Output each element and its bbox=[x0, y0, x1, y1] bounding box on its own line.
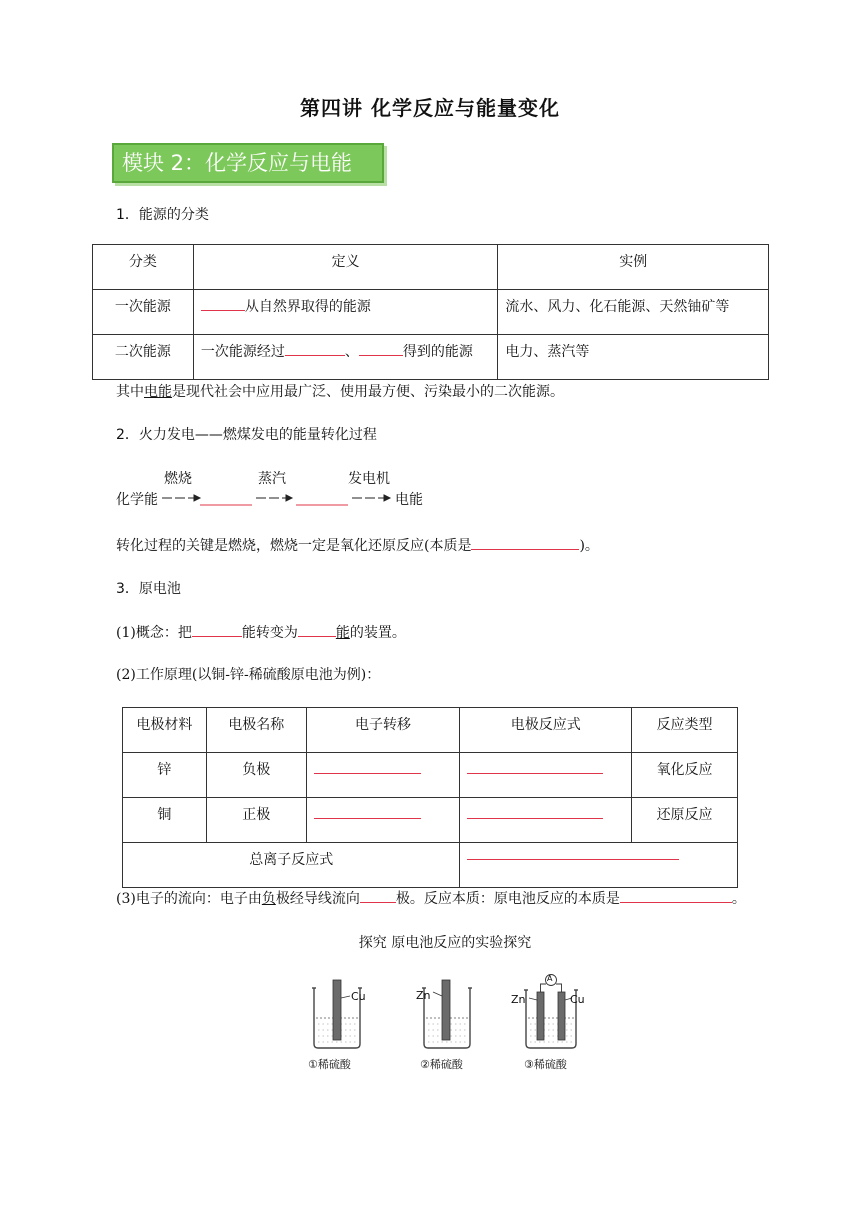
fill-blank[interactable] bbox=[360, 889, 396, 903]
beaker-3-figure bbox=[516, 972, 592, 1050]
electron-flow-line: (3)电子的流向：电子由负极经导线流向 极。反应本质：原电池反应的本质是 。 bbox=[116, 891, 746, 907]
arrow-head bbox=[194, 495, 200, 501]
cell-copper: 铜 bbox=[123, 798, 207, 843]
header-reaction-type: 反应类型 bbox=[632, 708, 738, 753]
fill-blank[interactable] bbox=[201, 297, 245, 311]
fig3-cu-label: Cu bbox=[570, 993, 585, 1006]
beaker-1-figure bbox=[300, 978, 380, 1050]
combustion-key-text: 转化过程的关键是燃烧，燃烧一定是氧化还原反应(本质是 )。 bbox=[116, 538, 599, 554]
energy-flow-diagram bbox=[158, 490, 398, 508]
label-generator: 发电机 bbox=[348, 471, 390, 487]
label-steam: 蒸汽 bbox=[258, 471, 286, 487]
cell-secondary-example: 电力、蒸汽等 bbox=[498, 335, 769, 380]
cell-negative-electrode: 负极 bbox=[206, 753, 306, 798]
header-electron-transfer: 电子转移 bbox=[306, 708, 460, 753]
copper-electrode bbox=[558, 992, 565, 1040]
cell-copper-transfer[interactable] bbox=[306, 798, 460, 843]
cell-reduction: 还原反应 bbox=[632, 798, 738, 843]
energy-classification-table bbox=[92, 244, 769, 380]
cell-total-ionic-label: 总离子反应式 bbox=[123, 843, 460, 888]
cell-principle-table bbox=[122, 707, 738, 888]
wire-left bbox=[541, 984, 547, 992]
cell-secondary-definition: 一次能源经过 、 得到的能源 bbox=[193, 335, 498, 380]
fig3-zn-label: Zn bbox=[511, 993, 526, 1006]
fill-blank[interactable] bbox=[192, 623, 242, 637]
header-example: 实例 bbox=[498, 245, 769, 290]
section-2-heading: 2．火力发电——燃煤发电的能量转化过程 bbox=[116, 427, 377, 443]
fig3-meter-label: A bbox=[547, 974, 553, 983]
header-electrode-name: 电极名称 bbox=[206, 708, 306, 753]
cell-copper-equation[interactable] bbox=[460, 798, 632, 843]
section-1-heading: 1．能源的分类 bbox=[116, 207, 209, 223]
cell-primary-energy: 一次能源 bbox=[93, 290, 194, 335]
principle-line: (2)工作原理(以铜-锌-稀硫酸原电池为例)： bbox=[116, 667, 381, 683]
arrow-head bbox=[384, 495, 390, 501]
cell-zinc: 锌 bbox=[123, 753, 207, 798]
header-definition: 定义 bbox=[193, 245, 498, 290]
wire-right bbox=[556, 984, 562, 992]
cell-secondary-energy: 二次能源 bbox=[93, 335, 194, 380]
electric-energy-note: 其中电能是现代社会中应用最广泛、使用最方便、污染最小的二次能源。 bbox=[116, 384, 564, 400]
zinc-electrode bbox=[442, 980, 450, 1040]
arrow-head bbox=[286, 495, 292, 501]
cell-positive-electrode: 正极 bbox=[206, 798, 306, 843]
explore-title: 探究 原电池反应的实验探究 bbox=[358, 935, 532, 951]
concept-line: (1)概念：把 能转变为 能的装置。 bbox=[116, 625, 406, 641]
section-3-heading: 3．原电池 bbox=[116, 581, 181, 597]
fig1-cu-label: Cu bbox=[351, 990, 366, 1003]
fill-blank[interactable] bbox=[620, 889, 732, 903]
cell-zinc-transfer[interactable] bbox=[306, 753, 460, 798]
cell-zinc-equation[interactable] bbox=[460, 753, 632, 798]
zinc-electrode bbox=[537, 992, 544, 1040]
header-category: 分类 bbox=[93, 245, 194, 290]
fig3-caption: ③稀硫酸 bbox=[524, 1058, 567, 1071]
fig2-zn-label: Zn bbox=[416, 989, 431, 1002]
fig2-caption: ②稀硫酸 bbox=[420, 1058, 463, 1071]
fill-blank[interactable] bbox=[285, 342, 345, 356]
fill-blank[interactable] bbox=[359, 342, 403, 356]
fill-blank[interactable] bbox=[471, 536, 579, 550]
label-combustion: 燃烧 bbox=[164, 471, 192, 487]
header-electrode-equation: 电极反应式 bbox=[460, 708, 632, 753]
copper-electrode bbox=[333, 980, 341, 1040]
cell-oxidation: 氧化反应 bbox=[632, 753, 738, 798]
module-banner: 模块 2：化学反应与电能 bbox=[112, 143, 384, 183]
electric-energy-label: 电能 bbox=[395, 492, 423, 508]
header-electrode-material: 电极材料 bbox=[123, 708, 207, 753]
cell-primary-definition: 从自然界取得的能源 bbox=[193, 290, 498, 335]
chemical-energy-label: 化学能 bbox=[116, 492, 158, 508]
fill-blank[interactable] bbox=[298, 623, 336, 637]
cell-total-ionic-equation[interactable] bbox=[460, 843, 738, 888]
fig1-caption: ①稀硫酸 bbox=[308, 1058, 351, 1071]
cell-primary-example: 流水、风力、化石能源、天然铀矿等 bbox=[498, 290, 769, 335]
page-title: 第四讲 化学反应与能量变化 bbox=[300, 96, 560, 120]
